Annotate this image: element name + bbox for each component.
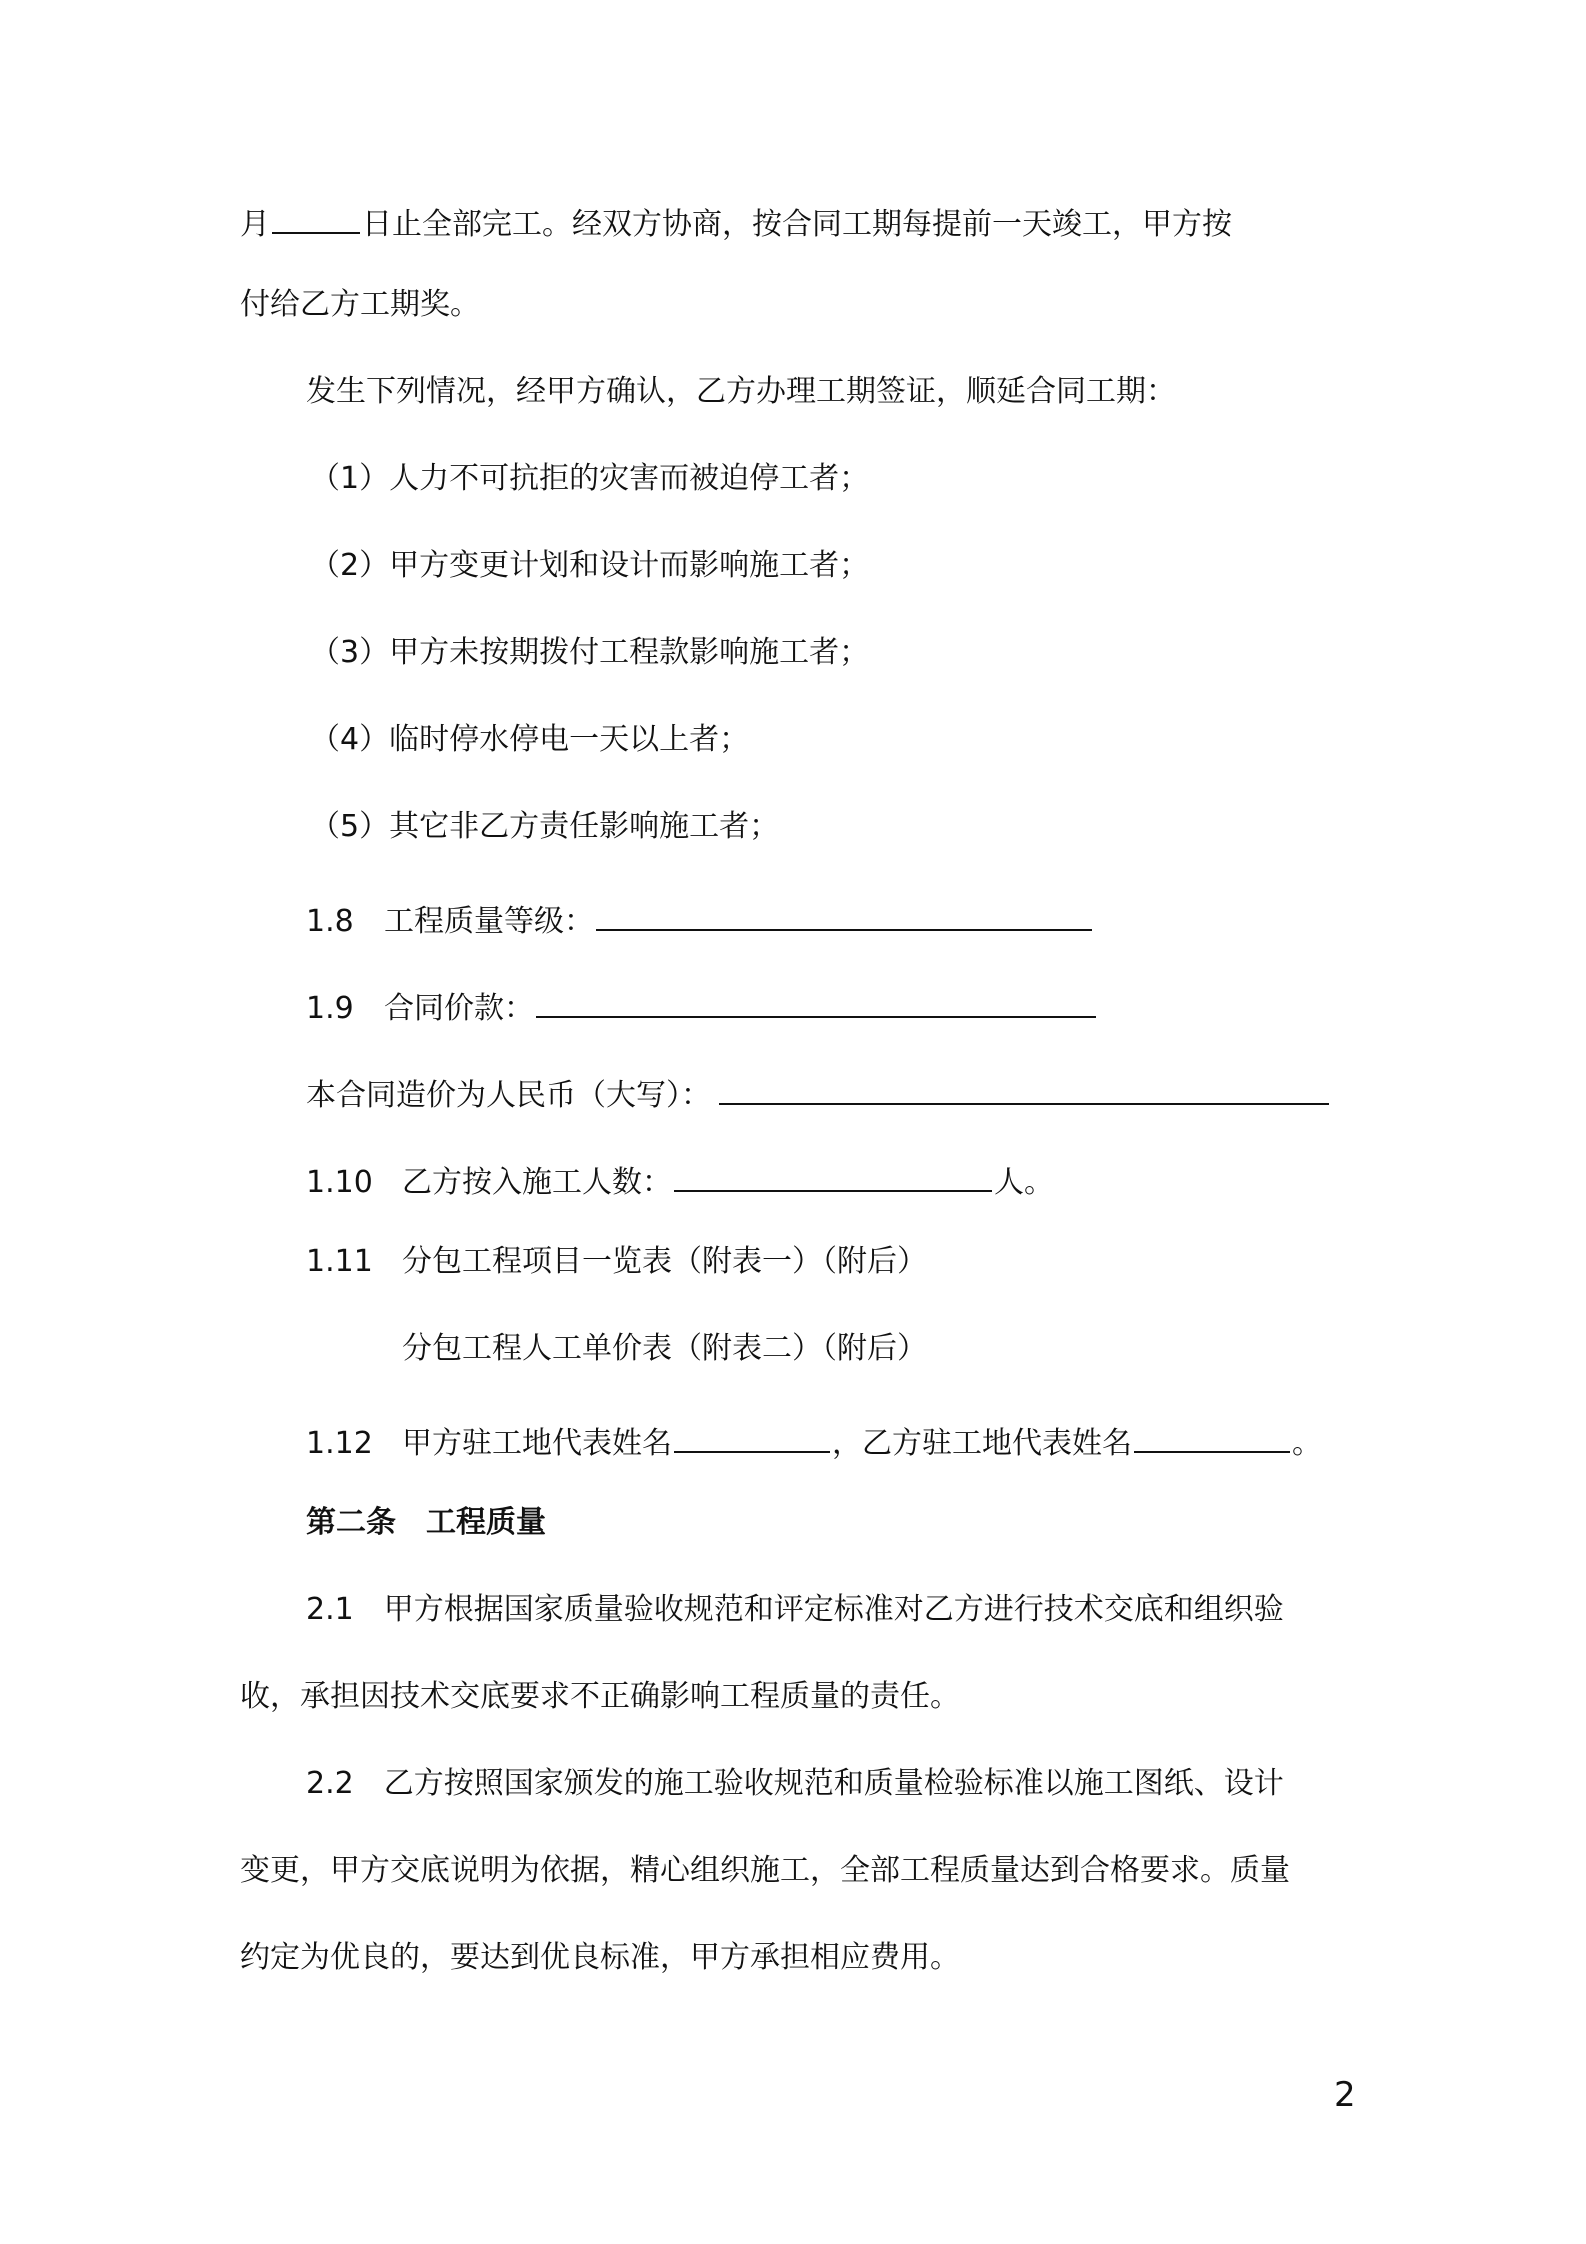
text-month: 月 (240, 207, 270, 242)
section-number: 1.10 (306, 1165, 373, 1200)
line-3: 发生下列情况，经甲方确认，乙方办理工期签证，顺延合同工期： (306, 374, 1176, 409)
line-1 (240, 202, 1232, 240)
party-b-rep-label: ，乙方驻工地代表姓名 (832, 1426, 1132, 1461)
page-number: 2 (1334, 2075, 1356, 2115)
list-item-5: （5）其它非乙方责任影响施工者； (310, 809, 780, 844)
section-label: 合同价款： (384, 991, 534, 1026)
blank-price-words[interactable] (719, 1073, 1329, 1105)
para-2-2-line-3: 约定为优良的，要达到优良标准，甲方承担相应费用。 (240, 1940, 960, 1975)
section-label: 工程质量等级： (384, 904, 594, 939)
blank-party-a-rep[interactable] (674, 1421, 830, 1453)
party-a-rep-label: 甲方驻工地代表姓名 (402, 1426, 672, 1461)
text-completion: 日止全部完工。经双方协商，按合同工期每提前一天竣工，甲方按 (362, 207, 1232, 242)
section-suffix: 人。 (994, 1165, 1054, 1200)
list-item-4: （4）临时停水停电一天以上者； (310, 722, 750, 757)
blank-day[interactable] (272, 202, 360, 234)
section-number: 1.11 (306, 1244, 373, 1279)
period: 。 (1292, 1426, 1322, 1461)
blank-quality-grade[interactable] (596, 899, 1092, 931)
list-item-1: （1）人力不可抗拒的灾害而被迫停工者； (310, 461, 870, 496)
para-2-1-line-2: 收，承担因技术交底要求不正确影响工程质量的责任。 (240, 1679, 960, 1714)
list-item-2: （2）甲方变更计划和设计而影响施工者； (310, 548, 870, 583)
section-1-9 (306, 986, 1098, 1024)
section-1-12 (306, 1421, 1322, 1459)
section-label: 分包工程项目一览表（附表一）（附后） (402, 1244, 927, 1279)
section-label: 乙方按入施工人数： (402, 1165, 672, 1200)
para-2-1-line-1: 2.1 甲方根据国家质量验收规范和评定标准对乙方进行技术交底和组织验 (306, 1592, 1284, 1627)
line-2: 付给乙方工期奖。 (240, 287, 480, 322)
section-1-8 (306, 899, 1094, 937)
para-2-2-line-1: 2.2 乙方按照国家颁发的施工验收规范和质量检验标准以施工图纸、设计 (306, 1766, 1284, 1801)
section-1-11-cont: 分包工程人工单价表（附表二）（附后） (402, 1331, 927, 1366)
list-item-3: （3）甲方未按期拨付工程款影响施工者； (310, 635, 870, 670)
section-number: 1.9 (306, 991, 354, 1026)
blank-contract-price[interactable] (536, 986, 1096, 1018)
price-label: 本合同造价为人民币（大写）： (306, 1078, 711, 1113)
section-number: 1.8 (306, 904, 354, 939)
blank-party-b-rep[interactable] (1134, 1421, 1290, 1453)
section-1-11 (306, 1244, 927, 1279)
section-number: 1.12 (306, 1426, 373, 1461)
section-1-10 (306, 1160, 1054, 1198)
para-2-2-line-2: 变更，甲方交底说明为依据，精心组织施工，全部工程质量达到合格要求。质量 (240, 1853, 1290, 1888)
article-2-heading: 第二条 工程质量 (306, 1505, 546, 1540)
blank-workers[interactable] (674, 1160, 992, 1192)
price-line (306, 1073, 1331, 1111)
